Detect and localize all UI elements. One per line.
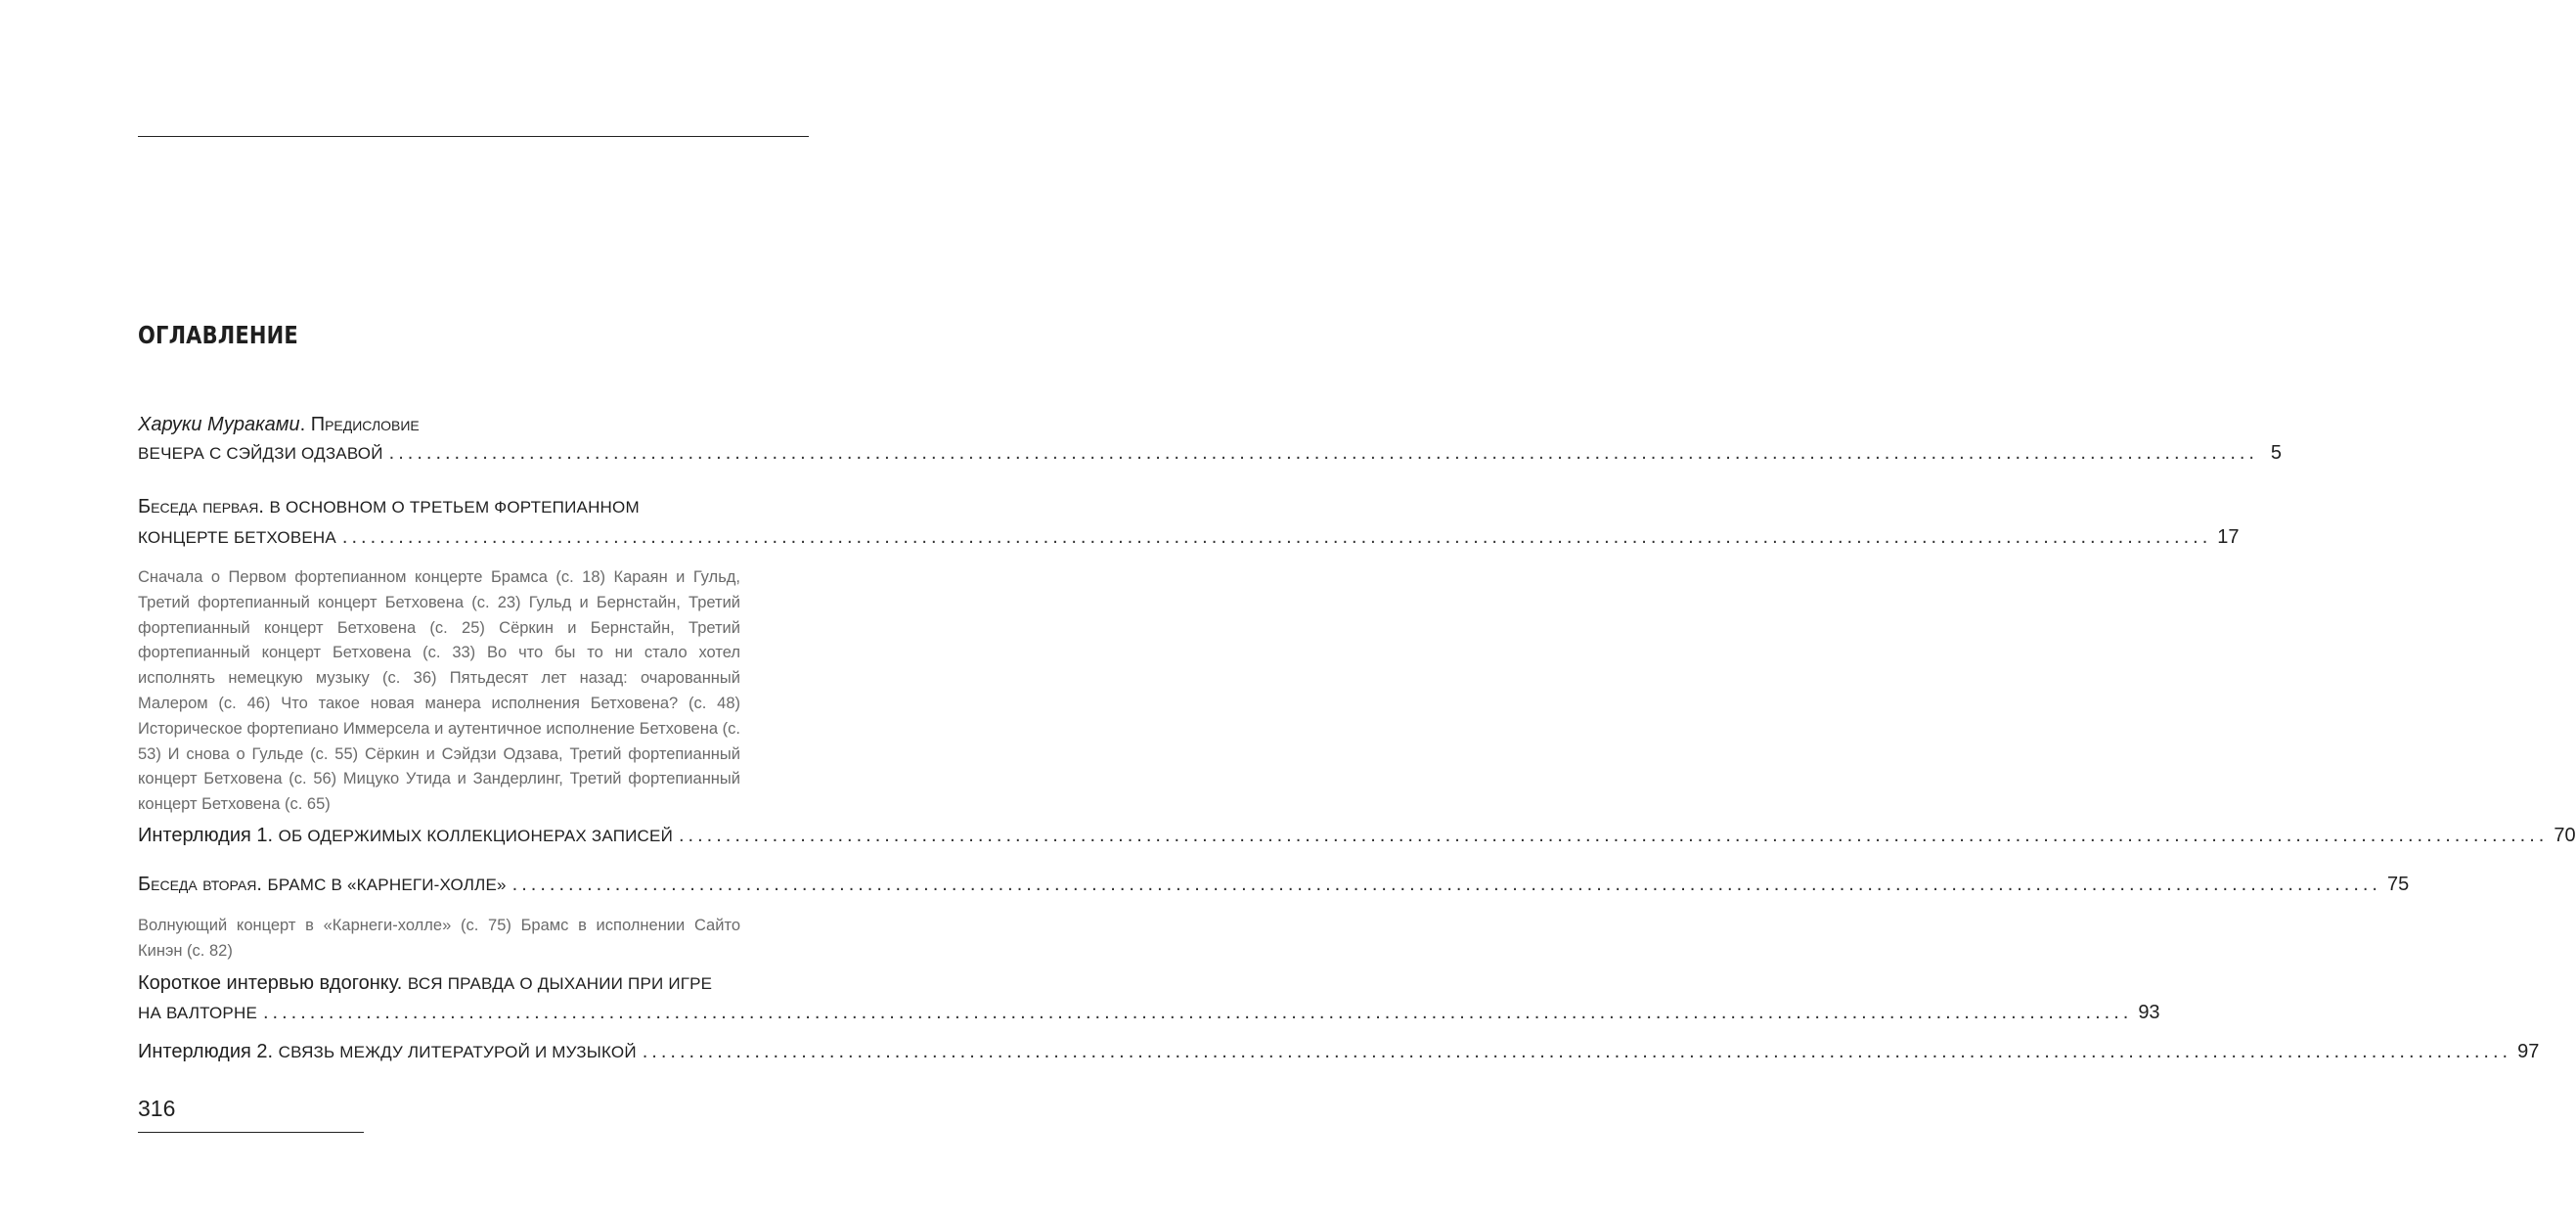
entry-title-cont: НА ВАЛТОРНЕ (138, 1004, 257, 1022)
bottom-rule (138, 1132, 364, 1133)
entry-page: 97 (2517, 1041, 2540, 1062)
entry-title: СВЯЗЬ МЕЖДУ ЛИТЕРАТУРОЙ И МУЗЫКОЙ (278, 1043, 637, 1061)
entry-page: 17 (2217, 526, 2240, 548)
toc-entry-short-interview-line2[interactable] (138, 1002, 2160, 1033)
leader-dots: ........................................................................................................................................................................................................ (341, 526, 2212, 548)
entry-description: Волнующий концерт в «Карнеги-холле» (с. 75) Брамс в исполнении Сайто Кинэн (с. 82) (138, 917, 740, 960)
page-number: 316 (138, 1096, 176, 1121)
entry-label: Интерлюдия 2 (138, 1041, 268, 1062)
entry-title: ВЕЧЕРА С СЭЙДЗИ ОДЗАВОЙ (138, 444, 383, 463)
entry-page: 93 (2138, 1002, 2160, 1023)
entry-page: 5 (2270, 442, 2282, 464)
leader-dots: ........................................................................................................................................................................................................ (388, 442, 2258, 464)
toc-entry-interlude-1[interactable]: Интерлюдия 1. ОБ ОДЕРЖИМЫХ КОЛЛЕКЦИОНЕРАХ ЗАПИСЕЙ ........................................................................................................................................................................................................ 70 (138, 825, 2576, 846)
toc-entry-short-interview-line1: Короткое интервью вдогонку. ВСЯ ПРАВДА О ДЫХАНИИ ПРИ ИГРЕ (138, 972, 713, 994)
top-rule (138, 136, 809, 137)
toc-entry-conversation-2[interactable]: Беседа вторая. БРАМС В «КАРНЕГИ-ХОЛЛЕ» ........................................................................................................................................................................................................ 75 (138, 874, 2410, 895)
entry-author: Харуки Мураками (138, 414, 300, 435)
entry-page: 75 (2386, 874, 2410, 895)
entry-title-cont: КОНЦЕРТЕ БЕТХОВЕНА (138, 528, 336, 547)
toc-entry-interlude-2[interactable]: Интерлюдия 2. СВЯЗЬ МЕЖДУ ЛИТЕРАТУРОЙ И МУЗЫКОЙ ........................................................................................................................................................................................................ 97 (138, 1041, 2540, 1062)
toc-entry-preface-line2[interactable] (138, 442, 2282, 473)
entry-label: Короткое интервью вдогонку (138, 972, 397, 994)
entry-title: ОБ ОДЕРЖИМЫХ КОЛЛЕКЦИОНЕРАХ ЗАПИСЕЙ (278, 827, 673, 845)
toc-entry-preface-line1: Харуки Мураками. Предисловие (138, 414, 420, 435)
entry-title: В ОСНОВНОМ О ТРЕТЬЕМ ФОРТЕПИАННОМ (269, 498, 640, 517)
entry-title: БРАМС В «КАРНЕГИ-ХОЛЛЕ» (267, 876, 507, 894)
leader-dots: ........................................................................................................................................................................................................ (679, 825, 2549, 846)
leader-dots: ........................................................................................................................................................................................................ (511, 874, 2381, 895)
entry-label: Интерлюдия 1 (138, 825, 268, 846)
entry-label: Беседа вторая (138, 874, 257, 895)
toc-entry-conversation-1-line1: Беседа первая. В ОСНОВНОМ О ТРЕТЬЕМ ФОРТЕПИАННОМ (138, 496, 640, 517)
leader-dots: ........................................................................................................................................................................................................ (642, 1041, 2512, 1062)
entry-description: Сначала о Первом фортепианном концерте Брамса (с. 18) Караян и Гульд, Третий фортепианный концерт Бетховена (с. 23) Гульд и Бернстайн, Третий фортепианный концерт Бетховена (с. 25) Сёркин и Бернстайн, Третий фортепианный концерт Бетховена (с. 33) Во что бы то ни стало хотел исполнять немецкую музыку (с. 36) Пятьдесят лет назад: очарованный Малером (с. 46) Что такое новая манера исполнения Бетховена? (с. 48) Историческое фортепиано Иммерсела и аутентичное исполнение Бетховена (с. 53) И снова о Гульде (с. 55) Сёркин и Сэйдзи Одзава, Третий фортепианный концерт Бетховена (с. 56) Мицуко Утида и Зандерлинг, Третий фортепианный концерт Бетховена (с. 65) (138, 568, 740, 814)
entry-title: ВСЯ ПРАВДА О ДЫХАНИИ ПРИ ИГРЕ (407, 974, 713, 993)
leader-dots: ........................................................................................................................................................................................................ (262, 1002, 2133, 1023)
toc-entry-conversation-1-line2[interactable] (138, 526, 2240, 558)
toc-heading: ОГЛАВЛЕНИЕ (138, 321, 298, 349)
entry-label: Беседа первая (138, 496, 259, 517)
entry-page: 70 (2554, 825, 2576, 846)
entry-label: Предисловие (310, 414, 420, 435)
